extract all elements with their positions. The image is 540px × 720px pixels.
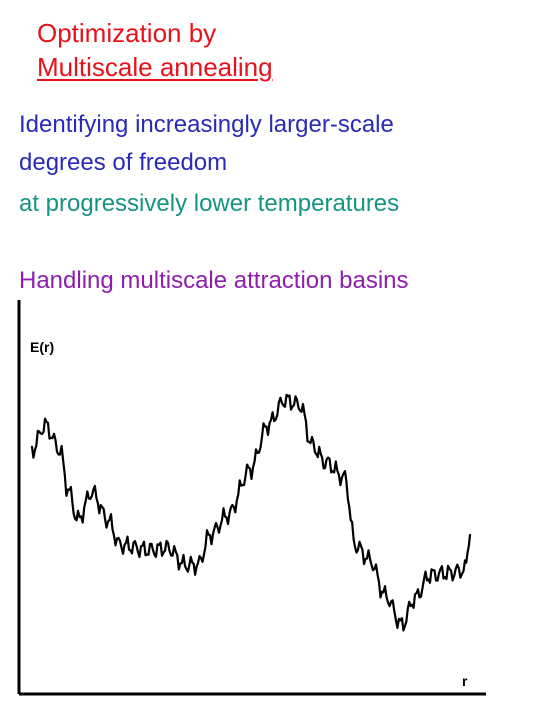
x-axis-label: r (462, 673, 468, 689)
description-line-1: Identifying increasingly larger-scale (19, 111, 394, 138)
energy-curve (32, 395, 470, 631)
title-line-1: Optimization by (37, 18, 217, 48)
y-axis-label: E(r) (30, 339, 55, 355)
description-line-4: Handling multiscale attraction basins (19, 267, 409, 294)
description-line-3: at progressively lower temperatures (19, 190, 400, 217)
title-line-2: Multiscale annealing (37, 52, 273, 82)
description-line-2: degrees of freedom (19, 149, 228, 176)
